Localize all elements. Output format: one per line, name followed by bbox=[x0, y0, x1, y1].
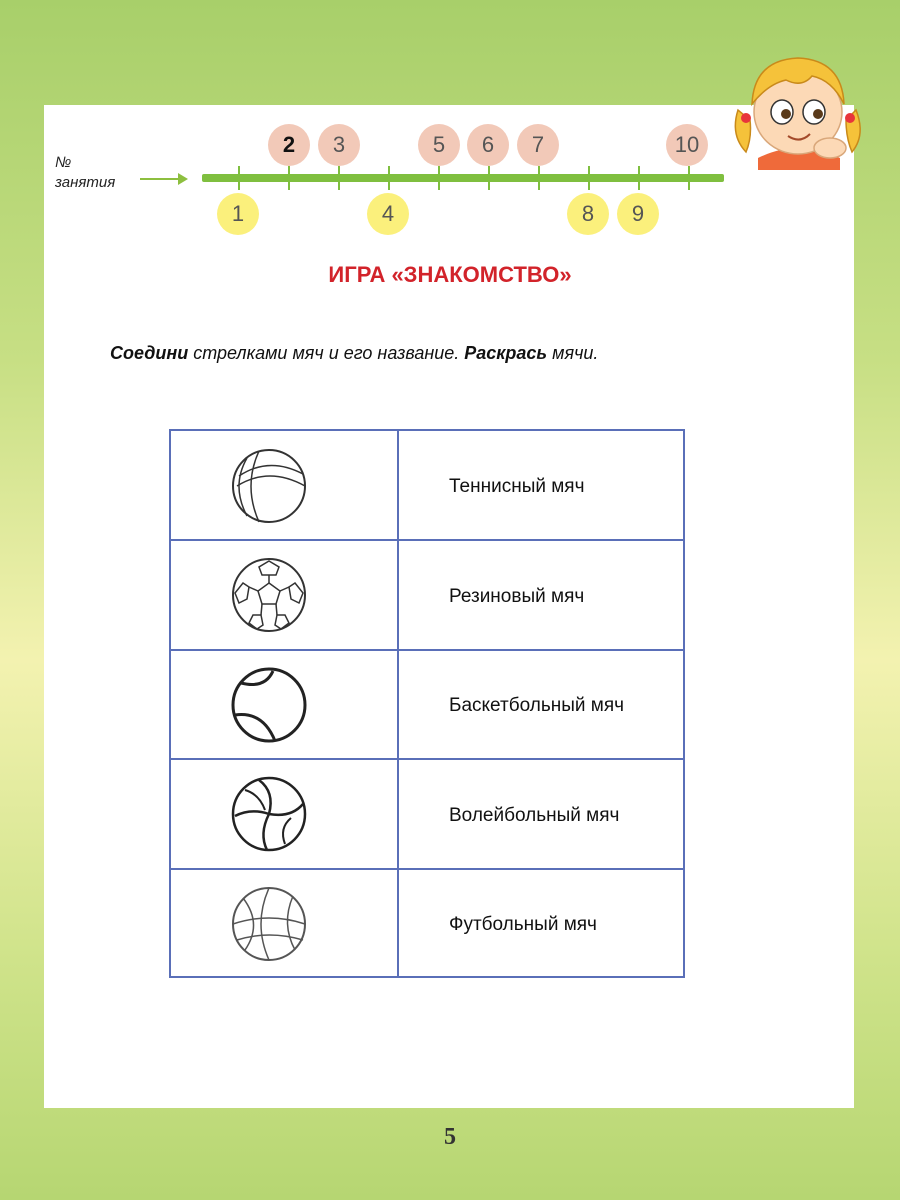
timeline-tick bbox=[488, 166, 490, 190]
timeline-tick bbox=[238, 166, 240, 190]
table-row-divider bbox=[171, 758, 683, 760]
page-number: 5 bbox=[444, 1124, 456, 1150]
table-divider bbox=[397, 431, 399, 976]
lesson-bubble-7: 7 bbox=[517, 124, 559, 166]
ball-name-label[interactable]: Волейбольный мяч bbox=[449, 805, 620, 826]
lesson-bubble-1: 1 bbox=[217, 193, 259, 235]
timeline-tick bbox=[588, 166, 590, 190]
lesson-timeline bbox=[202, 174, 724, 182]
matching-table bbox=[169, 429, 685, 978]
instruction-text: Соедини стрелками мяч и его название. Раскрась мячи. bbox=[110, 343, 599, 363]
table-row-divider bbox=[171, 539, 683, 541]
timeline-tick bbox=[388, 166, 390, 190]
table-row-divider bbox=[171, 649, 683, 651]
lesson-number-label: № занятия bbox=[55, 154, 116, 191]
table-row-divider bbox=[171, 868, 683, 870]
lesson-bubble-6: 6 bbox=[467, 124, 509, 166]
ball-name-label[interactable]: Футбольный мяч bbox=[449, 914, 597, 935]
timeline-tick bbox=[438, 166, 440, 190]
lesson-bubble-10: 10 bbox=[666, 124, 708, 166]
volleyball-icon[interactable] bbox=[229, 774, 309, 854]
lesson-bubble-5: 5 bbox=[418, 124, 460, 166]
rubber-ball-icon[interactable] bbox=[229, 446, 309, 526]
ball-name-label[interactable]: Теннисный мяч bbox=[449, 476, 585, 497]
lesson-bubble-3: 3 bbox=[318, 124, 360, 166]
ball-name-label[interactable]: Резиновый мяч bbox=[449, 586, 585, 607]
timeline-tick bbox=[288, 166, 290, 190]
lesson-bubble-2: 2 bbox=[268, 124, 310, 166]
timeline-tick bbox=[688, 166, 690, 190]
arrow-right-icon bbox=[178, 173, 188, 185]
basketball-icon[interactable] bbox=[229, 884, 309, 964]
lesson-bubble-4: 4 bbox=[367, 193, 409, 235]
page-title: ИГРА «ЗНАКОМСТВО» bbox=[328, 262, 572, 287]
timeline-tick bbox=[338, 166, 340, 190]
timeline-tick bbox=[538, 166, 540, 190]
soccer-ball-icon[interactable] bbox=[229, 555, 309, 635]
lesson-arrow bbox=[140, 178, 182, 180]
ball-name-label[interactable]: Баскетбольный мяч bbox=[449, 695, 625, 716]
girl-mascot-icon bbox=[728, 40, 868, 170]
lesson-bubble-9: 9 bbox=[617, 193, 659, 235]
lesson-bubble-8: 8 bbox=[567, 193, 609, 235]
tennis-ball-icon[interactable] bbox=[229, 665, 309, 745]
timeline-tick bbox=[638, 166, 640, 190]
